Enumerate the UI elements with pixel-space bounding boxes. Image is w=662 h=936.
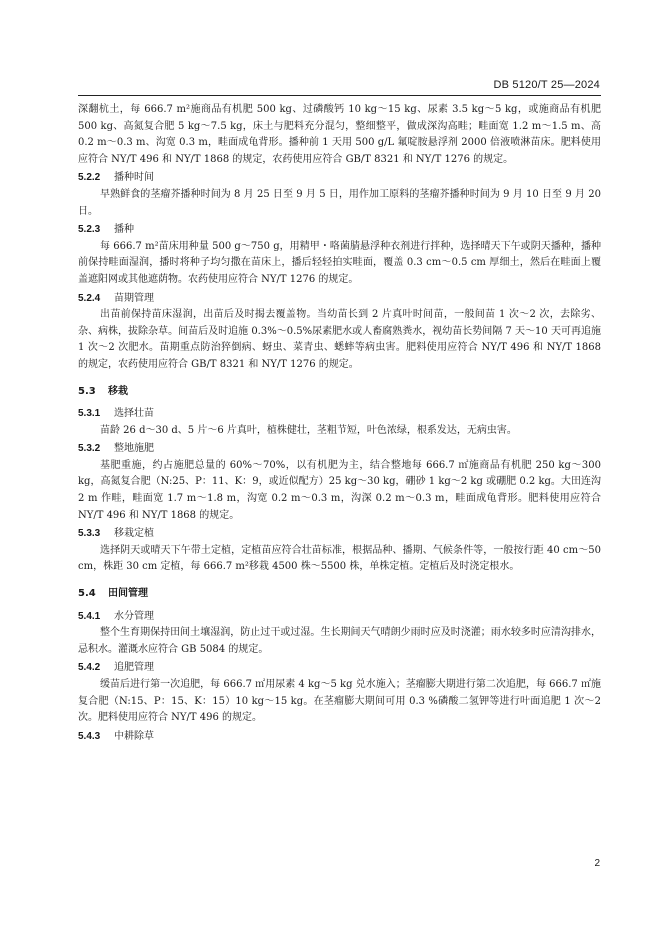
- body-paragraph: 出苗前保持苗床湿润，出苗后及时揭去覆盖物。当幼苗长到 2 片真叶时间苗，一般间苗 1 次～2 次，去除劣、杂、病株，拔除杂草。间苗后及时追施 0.3%～0.5%尿素肥水或人畜腐熟粪水，视幼苗长势间隔 7 天～10 天可再追施 1 次～2 次肥水。苗期重点防治猝倒病、蚜虫、菜青虫、蟋蟀等病虫害。肥料使用应符合 NY/T 496 和 NY/T 1868 的规定，农药使用应符合 GB/T 8321 和 NY/T 1276 的规定。: [78, 309, 601, 370]
- heading-number: 5.2.4: [78, 292, 101, 304]
- heading-title: 播种: [114, 224, 134, 236]
- subsection-heading: [78, 729, 601, 746]
- body-paragraph: 缓苗后进行第一次追肥，每 666.7 ㎡用尿素 4 kg～5 kg 兑水施入；茎瘤膨大期进行第二次追肥，每 666.7 ㎡施复合肥（N:15、P：15、K：15）10 kg～15 kg。在茎瘤膨大期间可用 0.3 %磷酸二氢钾等进行叶面追肥 1 次～2 次。肥料使用应符合 NY/T 496 的规定。: [78, 679, 601, 724]
- heading-number: 5.3.2: [78, 443, 101, 455]
- heading-number: 5.4.2: [78, 662, 101, 674]
- body-paragraph: 早熟鲜食的茎瘤芥播种时间为 8 月 25 日至 9 月 5 日，用作加工原料的茎瘤芥播种时间为 9 月 10 日至 9 月 20 日。: [78, 188, 601, 217]
- heading-title: 移栽定植: [114, 528, 154, 540]
- heading-number: 5.2.3: [78, 224, 101, 236]
- heading-number: 5.4.3: [78, 730, 101, 742]
- subsection-heading: [78, 441, 601, 458]
- subsection-heading: [78, 170, 601, 187]
- body-paragraph: 整个生育期保持田间土壤湿润，防止过干或过湿。生长期间天气晴朗少雨时应及时浇灌；雨水较多时应清沟排水，忌积水。灌溉水应符合 GB 5084 的规定。: [78, 627, 601, 655]
- heading-title: 苗期管理: [114, 292, 154, 304]
- document-body: [78, 102, 601, 745]
- subsection-heading: [78, 291, 601, 308]
- subsection-heading: [78, 526, 601, 543]
- heading-title: 追肥管理: [114, 662, 154, 674]
- body-paragraph: 深翻杭土，每 666.7 m²施商品有机肥 500 kg、过磷酸钙 10 kg～15 kg、尿素 3.5 kg～5 kg，或施商品有机肥 500 kg、高氮复合肥 5 kg～7.5 kg，床土与肥料充分混匀，整细整平，做成深沟高畦；畦面宽 1.2 m～1.5 m、高 0.2 m～0.3 m、沟宽 0.3 m，畦面成龟背形。播种前 1 天用 500 g/L 氟啶胺悬浮剂 2000 倍液喷淋苗床。肥料使用应符合 NY/T 496 和 NY/T 1868 的规定，农药使用应符合 GB/T 8321 和 NY/T 1276 的规定。: [78, 104, 601, 165]
- heading-number: 5.4: [78, 588, 96, 600]
- heading-title: 水分管理: [114, 610, 154, 622]
- body-paragraph: 苗龄 26 d～30 d、5 片～6 片真叶，植株健壮，茎粗节短，叶色浓绿，根系发达，无病虫害。: [100, 424, 517, 436]
- heading-title: 播种时间: [114, 172, 154, 184]
- document-id-header: DB 5120/T 25—2024: [493, 79, 600, 91]
- subsection-heading: [78, 609, 601, 626]
- heading-title: 中耕除草: [114, 730, 154, 742]
- section-heading: [78, 586, 601, 603]
- page-number: 2: [594, 858, 600, 869]
- heading-number: 5.3.1: [78, 408, 101, 420]
- section-heading: [78, 384, 601, 401]
- heading-number: 5.3: [78, 385, 96, 397]
- body-paragraph: 选择阴天或晴天下午带土定植，定植苗应符合壮苗标准，根据品种、播期、气候条件等，一般按行距 40 cm～50 cm，株距 30 cm 定植，每 666.7 m²移栽 4500 株～5500 株，单株定植。定植后及时浇定根水。: [78, 544, 601, 573]
- heading-title: 移栽: [108, 385, 128, 397]
- subsection-heading: [78, 660, 601, 677]
- subsection-heading: [78, 406, 601, 423]
- heading-number: 5.4.1: [78, 610, 101, 622]
- heading-title: 田间管理: [108, 588, 148, 600]
- heading-title: 整地施肥: [114, 443, 154, 455]
- header-rule: [78, 95, 601, 96]
- heading-number: 5.2.2: [78, 172, 101, 184]
- body-paragraph: 每 666.7 m²苗床用种量 500 g～750 g，用精甲・咯菌腈悬浮种衣剂进行拌种，选择晴天下午或阴天播种，播种前保持畦面湿润，播时将种子均匀撒在苗床上，播后轻轻拍实畦面，覆盖 0.3 cm～0.5 cm 厚细土，然后在畦面上覆盖遮阳网或其他遮荫物。农药使用应符合 NY/T 1276 的规定。: [78, 240, 601, 285]
- heading-title: 选择壮苗: [114, 408, 154, 420]
- subsection-heading: [78, 222, 601, 239]
- heading-number: 5.3.3: [78, 528, 101, 540]
- body-paragraph: 基肥重施，约占施肥总量的 60%～70%，以有机肥为主，结合整地每 666.7 ㎡施商品有机肥 250 kg～300 kg，高氮复合肥（N:25、P：11、K：9，或近似配方）25 kg～30 kg，硼砂 1 kg～2 kg 或硼肥 0.2 kg。大田连沟 2 m 作畦，畦面宽 1.7 m～1.8 m，沟宽 0.2 m～0.3 m，沟深 0.2 m～0.3 m，畦面成龟背形。肥料使用应符合 NY/T 496 和 NY/T 1868 的规定。: [78, 459, 601, 521]
